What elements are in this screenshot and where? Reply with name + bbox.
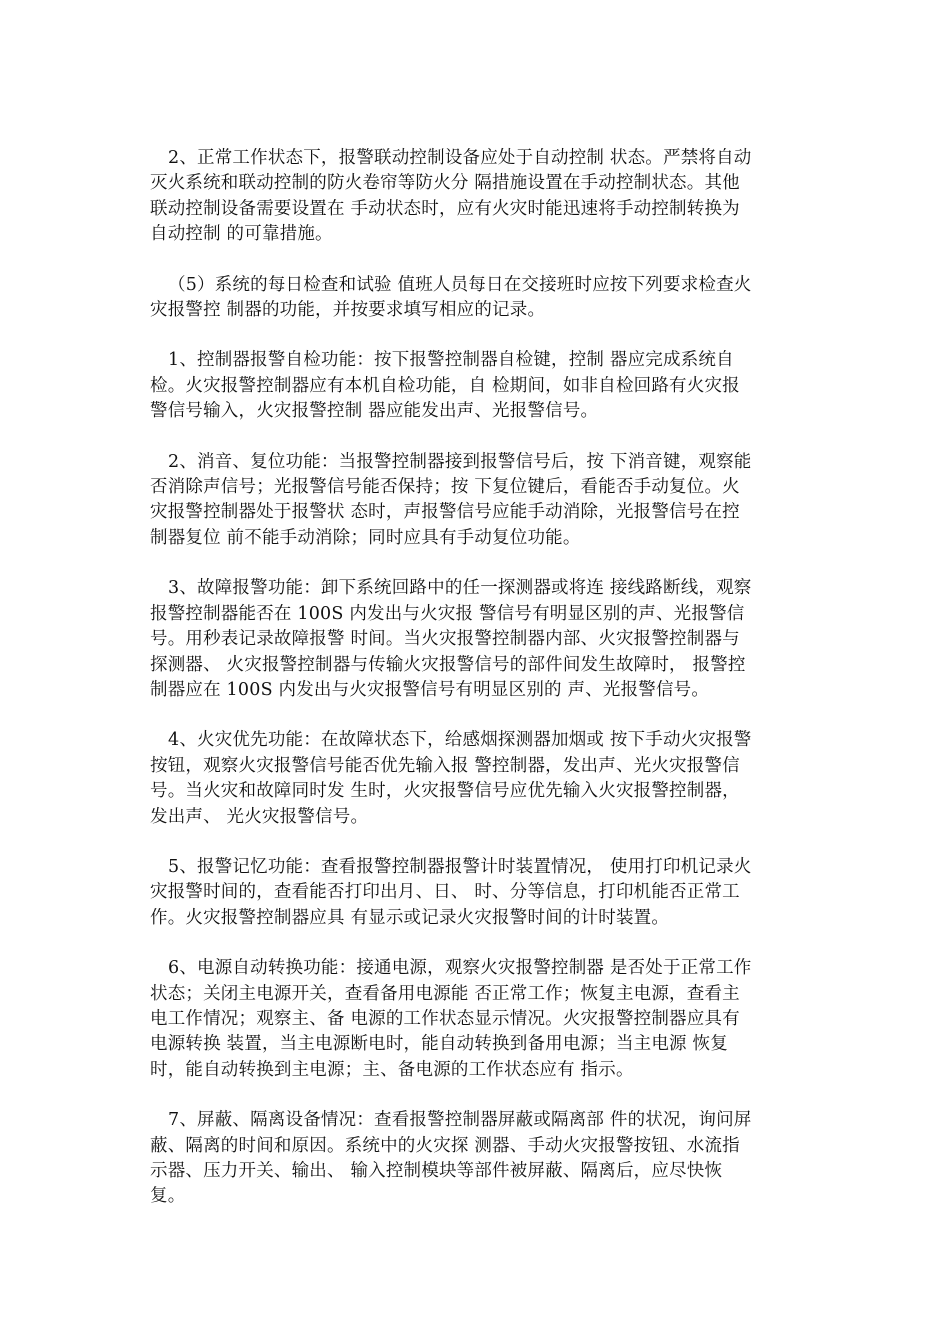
paragraph-self-test <box>150 348 798 424</box>
paragraph-shield-isolate <box>150 1108 798 1210</box>
text-line: 示器、压力开关、输出、 输入控制模块等部件被屏蔽、隔离后，应尽快恢 <box>150 1161 723 1181</box>
text-line: 复。 <box>150 1186 186 1207</box>
text-line: 电工作情况；观察主、备 电源的工作状态显示情况。火灾报警控制器应具有 <box>150 1008 740 1029</box>
text-line: 灾报警时间的，查看能否打印出月、日、 时、分等信息，打印机能否正常工 <box>150 882 740 903</box>
text-line: 号。当火灾和故障同时发 生时，火灾报警信号应优先输入火灾报警控制器， <box>150 781 740 802</box>
text-line: 时，能自动转换到主电源；主、备电源的工作状态应有 指示。 <box>150 1059 634 1080</box>
paragraph-daily-check <box>150 273 798 324</box>
paragraph-alarm-memory <box>150 855 798 931</box>
paragraph-silence-reset <box>150 450 798 552</box>
text-line: 3、故障报警功能：卸下系统回路中的任一探测器或将连 接线路断线，观察 <box>168 578 752 599</box>
text-line: 按钮，观察火灾报警信号能否优先输入报 警控制器，发出声、光火灾报警信 <box>150 755 740 776</box>
text-line: 蔽、隔离的时间和原因。系统中的火灾探 测器、手动火灾报警按钮、水流指 <box>150 1135 740 1156</box>
document-body <box>150 146 798 1235</box>
text-line: 状态；关闭主电源开关，查看备用电源能 否正常工作；恢复主电源，查看主 <box>150 983 740 1004</box>
text-line: 检。火灾报警控制器应有本机自检功能，自 检期间，如非自检回路有火灾报 <box>150 375 740 396</box>
text-line: 制器应在 100S 内发出与火灾报警信号有明显区别的 声、光报警信号。 <box>150 679 710 700</box>
text-line: 灭火系统和联动控制的防火卷帘等防火分 隔措施设置在手动控制状态。其他 <box>150 173 740 194</box>
text-line: 警信号输入，火灾报警控制 器应能发出声、光报警信号。 <box>150 401 599 422</box>
text-line: 否消除声信号；光报警信号能否保持；按 下复位键后，看能否手动复位。火 <box>150 477 740 498</box>
text-line: 6、电源自动转换功能：接通电源，观察火灾报警控制器 是否处于正常工作 <box>168 958 752 979</box>
text-line: 报警控制器能否在 100S 内发出与火灾报 警信号有明显区别的声、光报警信 <box>150 603 745 624</box>
text-line: 灾报警控 制器的功能，并按要求填写相应的记录。 <box>150 300 546 321</box>
text-line: 2、正常工作状态下，报警联动控制设备应处于自动控制 状态。严禁将自动 <box>168 148 752 168</box>
text-line: 发出声、 光火灾报警信号。 <box>150 806 369 827</box>
text-line: 灾报警控制器处于报警状 态时，声报警信号应能手动消除，光报警信号在控 <box>150 502 740 523</box>
paragraph-fault-alarm <box>150 576 798 703</box>
text-line: 探测器、 火灾报警控制器与传输火灾报警信号的部件间发生故障时， 报警控 <box>150 654 746 675</box>
paragraph-power-switch <box>150 956 798 1083</box>
text-line: 4、火灾优先功能：在故障状态下，给感烟探测器加烟或 按下手动火灾报警 <box>168 730 752 751</box>
text-line: 自动控制 的可靠措施。 <box>150 224 333 245</box>
text-line: 作。火灾报警控制器应具 有显示或记录火灾报警时间的计时装置。 <box>150 907 670 928</box>
text-line: 1、控制器报警自检功能：按下报警控制器自检键，控制 器应完成系统自 <box>168 350 734 371</box>
text-line: 号。用秒表记录故障报警 时间。当火灾报警控制器内部、火灾报警控制器与 <box>150 629 740 650</box>
text-line: 联动控制设备需要设置在 手动状态时，应有火灾时能迅速将手动控制转换为 <box>150 198 740 219</box>
text-line: 2、消音、复位功能：当报警控制器接到报警信号后，按 下消音键，观察能 <box>168 451 752 472</box>
text-line: （5）系统的每日检查和试验 值班人员每日在交接班时应按下列要求检查火 <box>168 274 752 295</box>
text-line: 5、报警记忆功能：查看报警控制器报警计时装置情况， 使用打印机记录火 <box>168 856 752 877</box>
paragraph-normal-state <box>150 146 798 248</box>
text-line: 7、屏蔽、隔离设备情况：查看报警控制器屏蔽或隔离部 件的状况，询问屏 <box>168 1110 752 1131</box>
text-line: 电源转换 装置，当主电源断电时，能自动转换到备用电源；当主电源 恢复 <box>150 1034 728 1055</box>
paragraph-fire-priority <box>150 728 798 830</box>
text-line: 制器复位 前不能手动消除；同时应具有手动复位功能。 <box>150 527 581 548</box>
